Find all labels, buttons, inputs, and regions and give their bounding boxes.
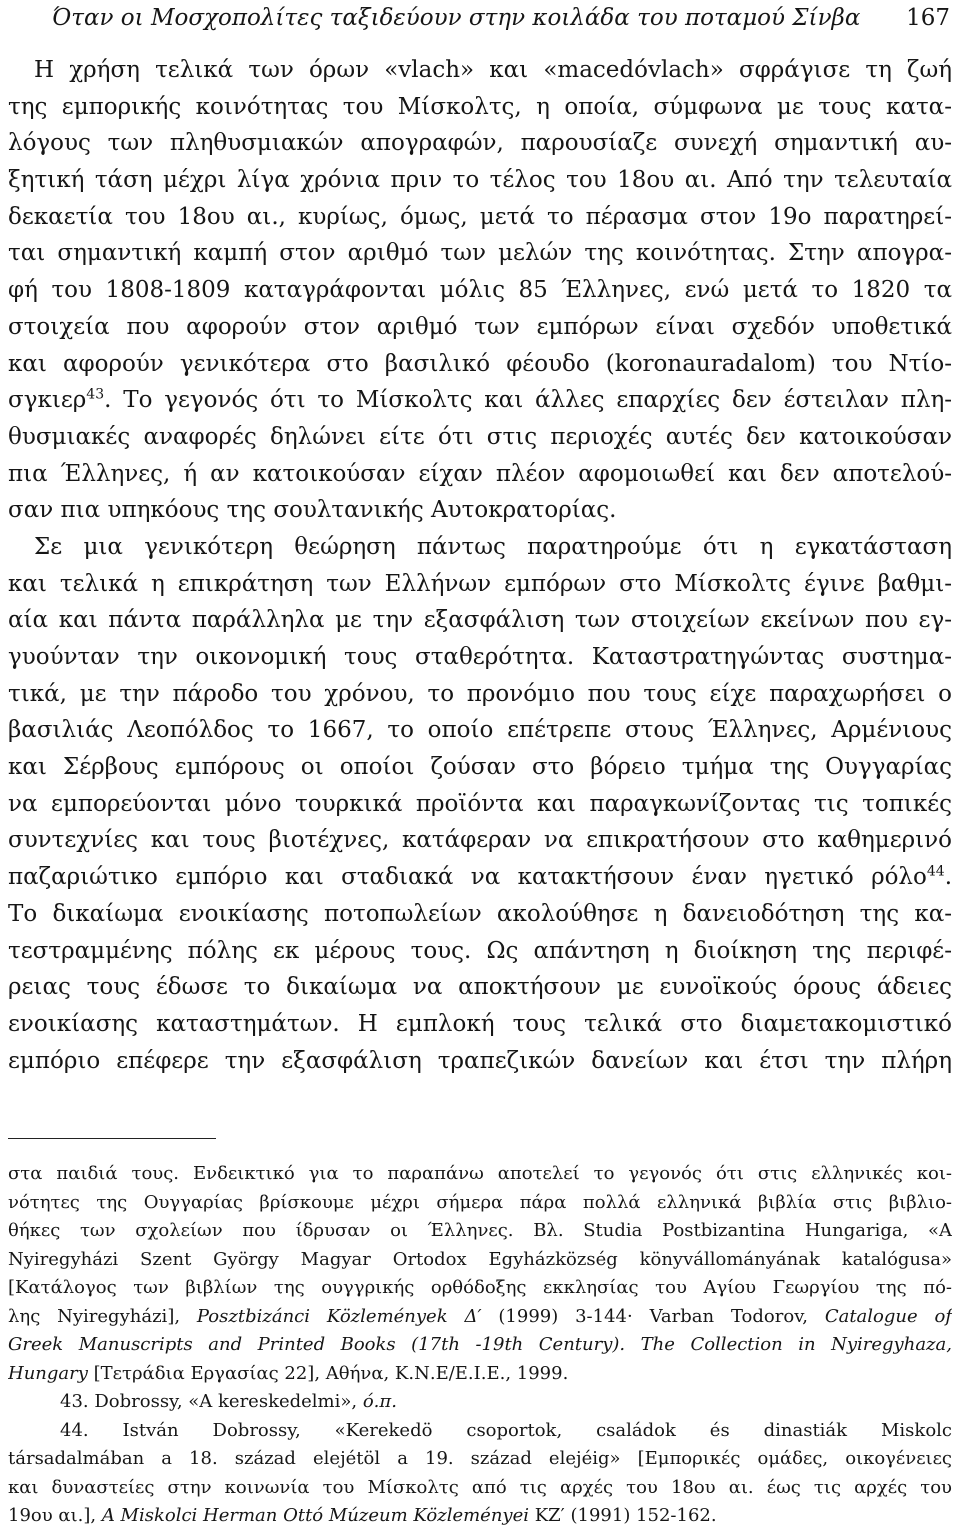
footnote-line: και δυναστείες στην κοινωνία του Μίσκολτς από τις αρχές του 18ου αι. έως τις αρχές του — [8, 1476, 952, 1498]
text-line: ενοικίασης καταστημάτων. Η εμπλοκή τους τελικά στο διαμετακομιστικό — [8, 1010, 952, 1037]
text-line: πια Έλληνες, ή αν κατοικούσαν είχαν πλέον αφομοιωθεί και δεν αποτελού- — [8, 460, 952, 487]
text-line: εμπόριο επέφερε την εξασφάλιση τραπεζικών δανείων και έτσι την πλήρη — [8, 1047, 952, 1074]
text-line: αία και πάντα παράλληλα με την εξασφάλιση των στοιχείων εκείνων που εγ- — [8, 607, 952, 634]
footnote-line: στα παιδιά τους. Ενδεικτικό για το παραπάνω αποτελεί το γεγονός ότι στις ελληνικές κοι- — [8, 1163, 952, 1184]
footnotes — [8, 1160, 952, 1531]
text-fragment: ΚΖ′ (1991) 152-162. — [529, 1505, 717, 1526]
italic-title: Posztbizánci Közlemények Δ′ — [196, 1305, 482, 1327]
italic-title: Hungary — [8, 1362, 88, 1384]
text-line: ρειας τους έδωσε το δικαίωμα να αποκτήσουν με ευνοϊκούς όρους άδειες — [8, 974, 952, 1001]
text-fragment: 43. Dobrossy, «A kereskedelmi», — [60, 1391, 363, 1412]
italic-abbrev: ό.π. — [362, 1391, 397, 1412]
text-line: θυσμιακές αναφορές δηλώνει είτε ότι στις περιοχές αυτές δεν κατοικούσαν — [8, 423, 952, 450]
footnote-43 — [8, 1388, 952, 1417]
footnote-line: [Κατάλογος των βιβλίων της ουγγρικής ορθόδοξης εκκλησίας του Αγίου Γεωργίου της πό- — [8, 1277, 952, 1298]
text-line: δεκαετία του 18ου αι., κυρίως, όμως, μετά το πέρασμα στον 19ο παρατηρεί- — [8, 203, 952, 230]
text-fragment: . — [944, 864, 952, 891]
footnote-line: társadalmában a 18. század elejétöl a 19. század elejéig» [Εμπορικές ομάδες, οικογένειες — [8, 1448, 952, 1469]
text-line: συντεχνίες και τους βιοτέχνες, κατάφεραν να επικρατήσουν στο καθημερινό — [8, 827, 952, 854]
footnote-ref-43[interactable]: 43 — [86, 386, 105, 403]
text-line: λόγους των πληθυσμιακών απογραφών, παρουσίαζε συνεχή σημαντική αυ- — [8, 130, 952, 157]
text-line: ται σημαντική καμπή στον αριθμό των μελών της κοινότητας. Στην απογρα- — [8, 240, 952, 267]
footnote-line: θήκες των σχολείων που ίδρυσαν οι Έλληνες. Βλ. Studia Postbizantina Hungariga, «A — [8, 1220, 952, 1241]
text-line: Το δικαίωμα ενοικίασης ποτοπωλείων ακολούθησε η δανειοδότηση της κα- — [8, 900, 952, 927]
italic-title: Catalogue of — [824, 1305, 952, 1327]
text-line: βασιλιάς Λεοπόλδος το 1667, το οποίο επέτρεπε στους Έλληνες, Αρμένιους — [8, 717, 952, 744]
text-line: Η χρήση τελικά των όρων «vlach» και «macedóvlach» σφράγισε τη ζωή — [34, 57, 952, 83]
text-line: να εμπορεύονται μόνο τουρκικά προϊόντα και παραγκωνίζοντας τις τοπικές — [8, 790, 952, 817]
text-fragment: σγκιερ — [8, 387, 87, 414]
footnote-line — [8, 1502, 952, 1531]
text-line — [8, 859, 952, 896]
text-line: της εμπορικής κοινότητας του Μίσκολτς, η οποία, σύμφωνα με τους κατα- — [8, 93, 952, 120]
text-line: τεστραμμένης πόλης εκ μέρους τους. Ως απάντηση η διοίκηση της περιφέ- — [8, 937, 952, 964]
text-line: τικά, με την πάροδο του χρόνου, το προνόμιο που τους είχε παραχωρήσει ο — [8, 680, 952, 707]
footnote-line — [8, 1360, 952, 1389]
footnote-line — [8, 1303, 952, 1332]
footnote-line: Nyiregyházi Szent György Magyar Ortodox Egyházközség könyvállományának katalógusa» — [8, 1248, 952, 1270]
text-line: Σε μια γενικότερη θεώρηση πάντως παρατηρούμε ότι η εγκατάσταση — [34, 533, 952, 560]
footnote-44: 44. István Dobrossy, «Kerekedö csoportok, családok és dinastiák Miskolc — [60, 1419, 952, 1441]
text-fragment: . Το γεγονός ότι το Μίσκολτς και άλλες επαρχίες δεν έστειλαν πλη- — [104, 387, 952, 414]
footnote-divider — [8, 1138, 216, 1139]
text-fragment: [Τετράδια Εργασίας 22], Αθήνα, Κ.Ν.Ε/Ε.Ι.Ε., 1999. — [87, 1362, 569, 1384]
text-line: στοιχεία που αφορούν στον αριθμό των εμπόρων είναι σχεδόν υποθετικά — [8, 313, 952, 340]
text-line: γυούνταν την οικονομική τους σταθερότητα. Καταστρατηγώντας συστημα- — [8, 644, 952, 670]
text-line: σαν πια υπηκόους της σουλτανικής Αυτοκρατορίας. — [8, 497, 617, 524]
running-title: Όταν οι Μοσχοπολίτες ταξιδεύουν στην κοιλάδα του ποταμού Σίνβα — [52, 5, 861, 31]
text-line: και τελικά η επικράτηση των Ελλήνων εμπόρων στο Μίσκολτς έγινε βαθμι- — [8, 570, 952, 597]
italic-title: A Miskolci Herman Ottó Múzeum Közleményei — [101, 1505, 529, 1526]
text-fragment: (1999) 3-144· Varban Todorov, — [481, 1305, 825, 1327]
text-line: φή του 1808-1809 καταγράφονται μόλις 85 Έλληνες, ενώ μετά το 1820 τα — [8, 277, 952, 304]
main-text — [8, 52, 952, 1079]
text-fragment: παζαριώτικο εμπόριο και σταδιακά να κατακτήσουν έναν ηγετικό ρόλο — [8, 864, 927, 891]
page-number: 167 — [906, 5, 950, 31]
text-line: ξητική τάση μέχρι λίγα χρόνια πριν το τέλος του 18ου αι. Από την τελευταία — [8, 167, 952, 194]
footnote-ref-44[interactable]: 44 — [926, 863, 945, 880]
text-line: και αφορούν γενικότερα στο βασιλικό φέουδο (koronauradalom) του Ντίο- — [8, 350, 952, 377]
text-line — [8, 382, 952, 419]
text-fragment: 19ου αι.], — [8, 1505, 102, 1526]
text-fragment: λης Nyiregyházi], — [8, 1305, 197, 1327]
text-line: και Σέρβους εμπόρους οι οποίοι ζούσαν στο βόρειο τμήμα της Ουγγαρίας — [8, 754, 952, 781]
footnote-line: νότητες της Ουγγαρίας βρίσκουμε μέχρι σήμερα πάρα πολλά ελληνικά βιβλία στις βιβλιο- — [8, 1191, 952, 1213]
page-header — [0, 0, 960, 40]
footnote-line: Greek Manuscripts and Printed Books (17th -19th Century). The Collection in Nyiregyhaza, — [8, 1334, 952, 1355]
